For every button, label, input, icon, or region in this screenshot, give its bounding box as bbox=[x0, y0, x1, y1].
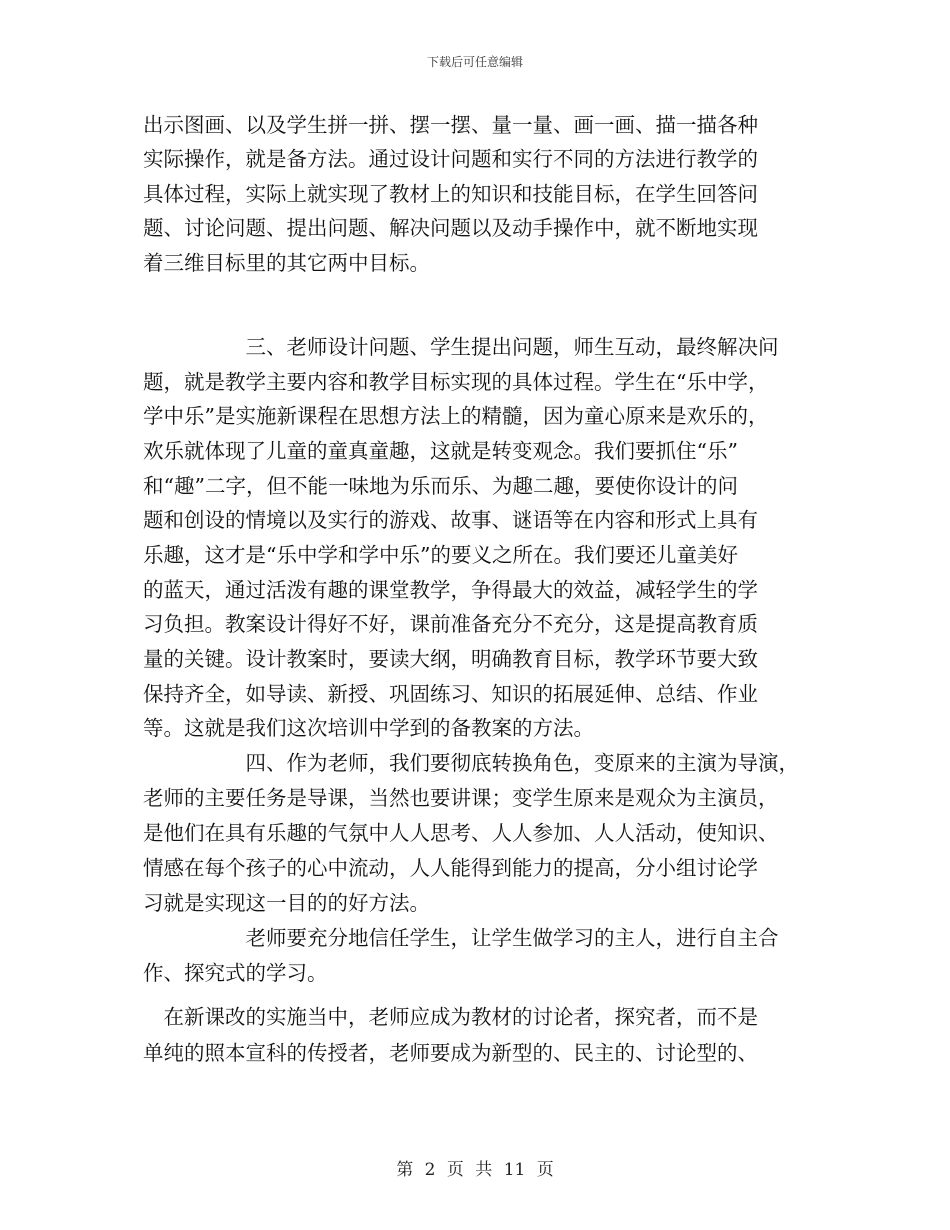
page-footer: 第 2 页 共 11 页 bbox=[396, 1160, 554, 1180]
text-line: 具体过程，实际上就实现了教材上的知识和技能目标，在学生回答问 bbox=[143, 182, 758, 206]
text-line: 习负担。教案设计得好不好，课前准备充分不充分，这是提高教育质 bbox=[143, 612, 758, 636]
text-line: 实际操作，就是备方法。通过设计问题和实行不同的方法进行教学的 bbox=[143, 147, 758, 171]
page-header: 下载后可任意编辑 bbox=[426, 55, 523, 69]
text-line: 出示图画、以及学生拼一拼、摆一摆、量一量、画一画、描一描各种 bbox=[143, 113, 758, 137]
text-line: 欢乐就体现了儿童的童真童趣，这就是转变观念。我们要抓住“乐” bbox=[143, 439, 738, 463]
text-line: 保持齐全，如导读、新授、巩固练习、知识的拓展延伸、总结、作业 bbox=[143, 682, 758, 706]
text-line: 老师要充分地信任学生，让学生做学习的主人，进行自主合 bbox=[143, 926, 779, 950]
text-line: 题和创设的情境以及实行的游戏、故事、谜语等在内容和形式上具有 bbox=[143, 508, 758, 532]
text-line: 的蓝天，通过活泼有趣的课堂教学，争得最大的效益，减轻学生的学 bbox=[143, 578, 758, 602]
text-line: 着三维目标里的其它两中目标。 bbox=[143, 251, 430, 275]
text-line: 三、老师设计问题、学生提出问题，师生互动，最终解决问 bbox=[143, 335, 779, 359]
text-line: 情感在每个孩子的心中流动，人人能得到能力的提高，分小组讨论学 bbox=[143, 856, 758, 880]
text-line: 单纯的照本宣科的传授者，老师要成为新型的、民主的、讨论型的、 bbox=[143, 1041, 758, 1065]
text-line: 和“趣”二字，但不能一味地为乐而乐、为趣二趣，要使你设计的问 bbox=[143, 474, 738, 498]
text-line: 在新课改的实施当中，老师应成为教材的讨论者，探究者，而不是 bbox=[143, 1005, 758, 1029]
text-line: 乐趣，这才是“乐中学和学中乐”的要义之所在。我们要还儿童美好 bbox=[143, 543, 738, 567]
text-line: 题、讨论问题、提出问题、解决问题以及动手操作中，就不断地实现 bbox=[143, 216, 758, 240]
text-line: 四、作为老师，我们要彻底转换角色，变原来的主演为导演， bbox=[143, 751, 799, 775]
text-line: 老师的主要任务是导课，当然也要讲课；变学生原来是观众为主演员， bbox=[143, 786, 779, 810]
text-line: 学中乐”是实施新课程在思想方法上的精髓，因为童心原来是欢乐的， bbox=[143, 404, 769, 428]
text-line: 作、探究式的学习。 bbox=[143, 961, 328, 985]
text-line: 习就是实现这一目的的好方法。 bbox=[143, 891, 430, 915]
text-line: 题，就是教学主要内容和教学目标实现的具体过程。学生在“乐中学， bbox=[143, 370, 769, 394]
text-line: 量的关键。设计教案时，要读大纲，明确教育目标，教学环节要大致 bbox=[143, 647, 758, 671]
text-line: 是他们在具有乐趣的气氛中人人思考、人人参加、人人活动，使知识、 bbox=[143, 821, 779, 845]
text-line: 等。这就是我们这次培训中学到的备教案的方法。 bbox=[143, 716, 594, 740]
